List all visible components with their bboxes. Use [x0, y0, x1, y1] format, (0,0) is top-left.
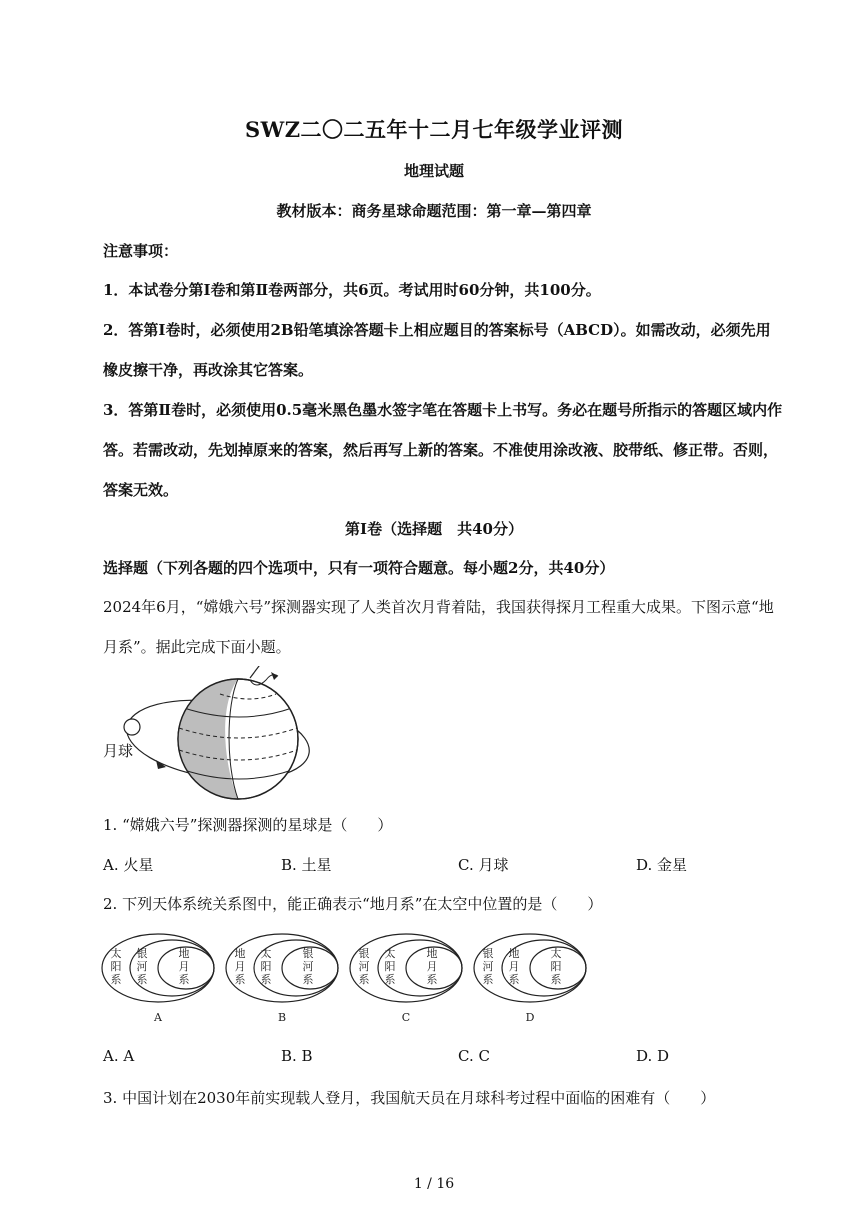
middle-label: 地月系: [508, 947, 520, 986]
middle-label: 太阳系: [260, 947, 272, 986]
diagram-a: [102, 934, 214, 1024]
q1-option-d[interactable]: D. 金星: [636, 856, 688, 874]
q1-option-b[interactable]: B. 土星: [281, 856, 332, 874]
outer-label: 太阳系: [110, 947, 122, 986]
q1-option-a[interactable]: A. 火星: [103, 856, 154, 874]
exam-subtitle: 地理试题: [403, 162, 464, 180]
outer-label: 银河系: [358, 947, 370, 986]
q2-option-a[interactable]: A. A: [103, 1047, 135, 1065]
page-number: 1 / 16: [413, 1176, 455, 1192]
question-intro: 2024年6月，“嫦娥六号”探测器实现了人类首次月背着陆，我国获得探月工程重大成果。下图示意“地月系”。据此完成下面小题。: [103, 598, 774, 656]
diagram-d: [474, 934, 586, 1024]
notes-heading: 注意事项：: [103, 242, 179, 260]
section-heading: 第Ⅰ卷（选择题 共40分）: [345, 520, 523, 538]
middle-label: 太阳系: [384, 947, 396, 986]
outer-label: 地月系: [234, 947, 246, 986]
diagram-letter: B: [277, 1011, 287, 1024]
diagram-letter: D: [525, 1011, 535, 1024]
q2-option-d[interactable]: D. D: [636, 1047, 670, 1065]
outer-label: 银河系: [482, 947, 494, 986]
diagram-b: [226, 934, 338, 1024]
celestial-system-diagrams: [100, 928, 600, 1028]
earth-moon-figure: [100, 666, 320, 804]
exam-scope: 教材版本：商务星球命题范围：第一章—第四章: [276, 202, 592, 220]
note-2: 2．答第Ⅰ卷时，必须使用2B铅笔填涂答题卡上相应题目的答案标号（ABCD）。如需改动，必须先用橡皮擦干净，再改涂其它答案。: [103, 321, 771, 379]
diagram-letter: C: [401, 1011, 411, 1024]
q1-stem: 1. “嫦娥六号”探测器探测的星球是（ ）: [103, 816, 393, 834]
inner-label: 地月系: [426, 947, 438, 986]
moon-label: 月球: [103, 742, 134, 760]
q3-stem: 3. 中国计划在2030年前实现载人登月，我国航天员在月球科考过程中面临的困难有（ ）: [103, 1089, 716, 1107]
diagram-c: [350, 934, 462, 1024]
q1-option-c[interactable]: C. 月球: [458, 856, 509, 874]
q2-option-c[interactable]: C. C: [458, 1047, 490, 1065]
inner-label: 地月系: [178, 947, 190, 986]
note-1: 1．本试卷分第Ⅰ卷和第Ⅱ卷两部分，共6页。考试用时60分钟，共100分。: [103, 281, 601, 299]
exam-title: SWZ二〇二五年十二月七年级学业评测: [244, 117, 624, 142]
section-instruction: 选择题（下列各题的四个选项中，只有一项符合题意。每小题2分，共40分）: [103, 559, 615, 577]
inner-label: 银河系: [302, 947, 314, 986]
note-3: 3．答第Ⅱ卷时，必须使用0.5毫米黑色墨水签字笔在答题卡上书写。务必在题号所指示的答题区域内作答。若需改动，先划掉原来的答案，然后再写上新的答案。不准使用涂改液、胶带纸、修正带。否则，答案无效。: [103, 401, 783, 499]
inner-label: 太阳系: [550, 947, 562, 986]
diagram-letter: A: [154, 1011, 162, 1024]
q2-option-b[interactable]: B. B: [281, 1047, 313, 1065]
q2-stem: 2. 下列天体系统关系图中，能正确表示“地月系”在太空中位置的是（ ）: [103, 895, 603, 913]
middle-label: 银河系: [136, 947, 148, 986]
